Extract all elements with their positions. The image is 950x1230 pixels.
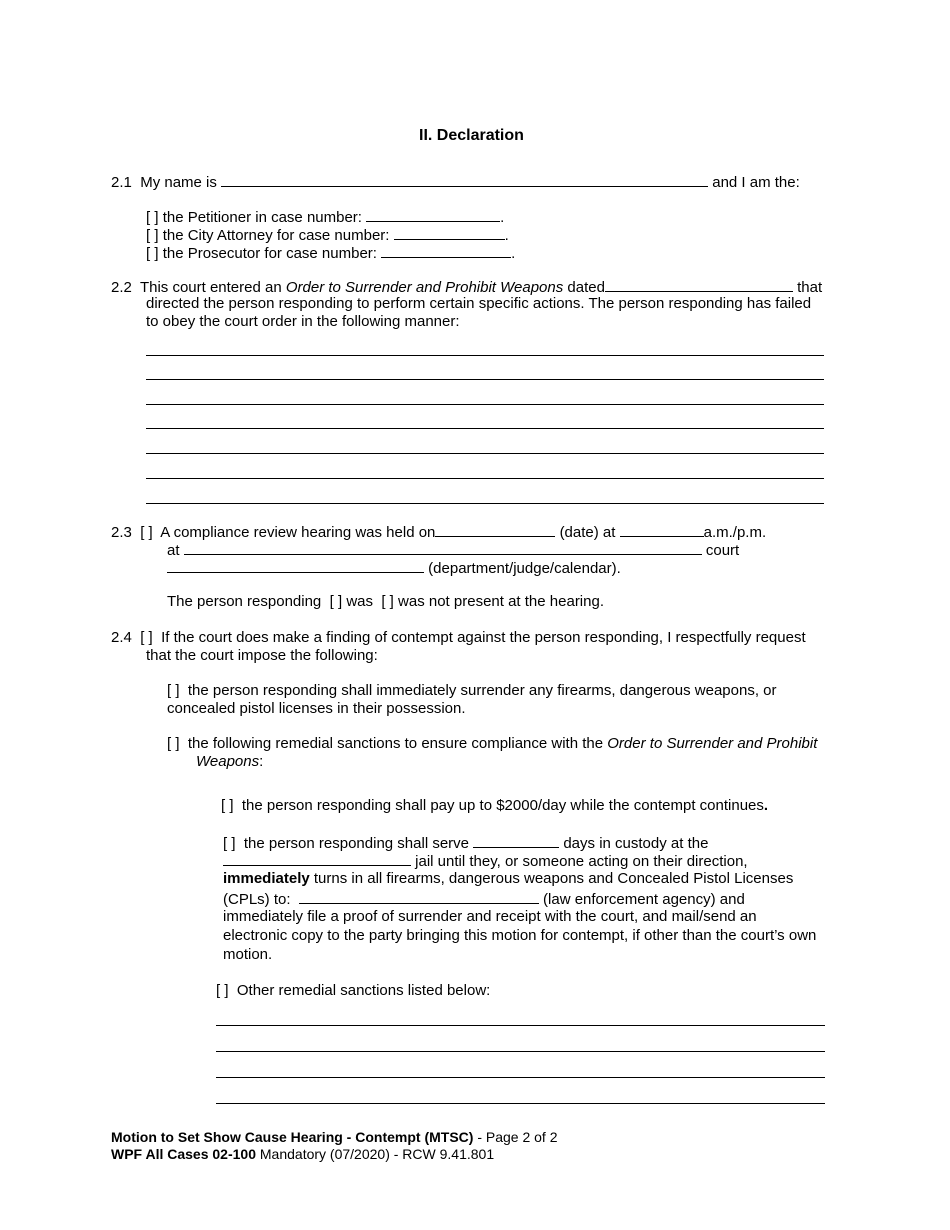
text: the following remedial sanctions to ensure compliance with the <box>187 735 604 752</box>
sub-sanction-pay <box>221 797 768 815</box>
form-meta: Mandatory (07/2020) - RCW 9.41.801 <box>256 1146 495 1162</box>
failure-line-3[interactable] <box>146 404 824 405</box>
text: court <box>705 542 740 559</box>
section-title: II. Declaration <box>419 127 524 144</box>
text: turns in all firearms, dangerous weapons and Concealed Pistol Licenses <box>313 870 794 887</box>
punct: . <box>763 797 769 814</box>
agency-field[interactable] <box>299 889 539 904</box>
item-2-2-line2: directed the person responding to perform certain specific actions. The person responding has failed <box>146 295 812 312</box>
sanction-option-remedial-line2 <box>196 753 263 771</box>
item-2-4-line1 <box>111 629 806 647</box>
checkbox[interactable]: [ ] <box>146 245 159 262</box>
department-field[interactable] <box>167 558 424 573</box>
text: the person responding shall immediately surrender any firearms, dangerous weapons, or <box>187 682 777 699</box>
punct: . <box>511 245 516 262</box>
text: at <box>167 542 180 559</box>
sub-sanction-other <box>216 982 490 1000</box>
text: Other remedial sanctions listed below: <box>236 982 491 999</box>
failure-line-6[interactable] <box>146 478 824 479</box>
footer-line-2 <box>111 1146 494 1163</box>
text: (department/judge/calendar). <box>428 560 621 577</box>
sub-sanction-custody-line3 <box>223 870 793 888</box>
item-2-2-line3: to obey the court order in the following manner: <box>146 313 460 330</box>
text: a.m./p.m. <box>703 524 767 541</box>
court-field[interactable] <box>184 540 702 555</box>
checkbox[interactable]: [ ] <box>140 629 153 646</box>
order-title: Order to Surrender and Prohibit <box>607 735 818 752</box>
text: If the court does make a finding of contempt against the person responding, I respectfully request <box>161 629 806 646</box>
custody-days-field[interactable] <box>473 833 559 848</box>
case-number-field[interactable] <box>394 225 505 240</box>
sanction-option-surrender <box>167 682 777 700</box>
text: that <box>797 279 823 296</box>
text: was not present at the hearing. <box>398 593 604 610</box>
checkbox[interactable]: [ ] <box>216 982 229 999</box>
item-2-3-line1 <box>111 522 766 542</box>
name-field[interactable] <box>221 172 708 187</box>
failure-line-1[interactable] <box>146 355 824 356</box>
hearing-time-field[interactable] <box>620 522 704 537</box>
emphasis: immediately <box>223 870 310 887</box>
form-title: Motion to Set Show Cause Hearing - Contempt (MTSC) <box>111 1129 474 1145</box>
form-code: WPF All Cases 02-100 <box>111 1146 256 1162</box>
failure-line-2[interactable] <box>146 379 824 380</box>
item-2-3-line2 <box>167 540 739 560</box>
sub-sanction-custody-line2 <box>223 851 748 871</box>
option-label: the City Attorney for case number: <box>162 227 390 244</box>
sub-sanction-custody-line5: immediately file a proof of surrender and receipt with the court, and mail/send an <box>223 908 757 925</box>
checkbox[interactable]: [ ] <box>146 227 159 244</box>
other-sanction-line-2[interactable] <box>216 1051 825 1052</box>
text: days in custody at the <box>563 835 709 852</box>
name-label: My name is <box>140 174 217 191</box>
text: dated <box>567 279 605 296</box>
checkbox[interactable]: [ ] <box>167 735 180 752</box>
role-label: and I am the: <box>712 174 800 191</box>
item-number: 2.3 <box>111 524 132 541</box>
sub-sanction-custody-line4 <box>223 889 745 909</box>
role-option-petitioner[interactable] <box>146 207 504 227</box>
text: (law enforcement agency) and <box>543 891 745 908</box>
sanction-option-remedial <box>167 735 817 753</box>
item-2-1-line <box>111 172 800 192</box>
punct: . <box>500 209 505 226</box>
sub-sanction-custody-line6: electronic copy to the party bringing this motion for contempt, if other than the court’s own <box>223 927 817 944</box>
text: (date) at <box>559 524 616 541</box>
item-number: 2.1 <box>111 174 132 191</box>
text: was <box>346 593 373 610</box>
text: the person responding shall pay up to $2000/day while the contempt continues <box>241 797 764 814</box>
item-2-3-line3 <box>167 558 621 578</box>
checkbox[interactable]: [ ] <box>167 682 180 699</box>
checkbox[interactable]: [ ] <box>221 797 234 814</box>
order-title: Weapons <box>196 753 260 770</box>
checkbox-was[interactable]: [ ] <box>329 593 343 610</box>
text: This court entered an <box>139 279 282 296</box>
other-sanction-line-3[interactable] <box>216 1077 825 1078</box>
role-option-prosecutor[interactable] <box>146 243 515 263</box>
text: jail until they, or someone acting on their direction, <box>415 853 748 870</box>
sub-sanction-custody-line7: motion. <box>223 946 273 963</box>
footer-line-1 <box>111 1129 558 1146</box>
hearing-date-field[interactable] <box>435 522 555 537</box>
sub-sanction-custody-line1 <box>223 833 708 853</box>
other-sanction-line-1[interactable] <box>216 1025 825 1026</box>
text: the person responding shall serve <box>243 835 469 852</box>
item-2-3-presence <box>167 593 604 611</box>
option-label: the Prosecutor for case number: <box>162 245 377 262</box>
text: (CPLs) to: <box>223 891 291 908</box>
checkbox-was-not[interactable]: [ ] <box>381 593 394 610</box>
case-number-field[interactable] <box>366 207 500 222</box>
order-date-field[interactable] <box>605 277 793 292</box>
failure-line-7[interactable] <box>146 503 824 504</box>
text: The person responding <box>167 593 322 610</box>
item-2-4-line2: that the court impose the following: <box>146 647 378 664</box>
sanction-option-surrender-line2: concealed pistol licenses in their possession. <box>167 700 466 717</box>
text: A compliance review hearing was held on <box>160 524 436 541</box>
jail-field[interactable] <box>223 851 411 866</box>
checkbox[interactable]: [ ] <box>223 835 236 852</box>
order-title: Order to Surrender and Prohibit Weapons <box>285 279 564 296</box>
role-option-city-attorney[interactable] <box>146 225 509 245</box>
checkbox[interactable]: [ ] <box>146 209 159 226</box>
case-number-field[interactable] <box>381 243 511 258</box>
failure-line-5[interactable] <box>146 453 824 454</box>
punct: : <box>259 753 264 770</box>
option-label: the Petitioner in case number: <box>162 209 362 226</box>
item-number: 2.2 <box>111 279 132 296</box>
page-number: - Page 2 of 2 <box>473 1129 558 1145</box>
checkbox[interactable]: [ ] <box>140 524 153 541</box>
failure-line-4[interactable] <box>146 428 824 429</box>
punct: . <box>504 227 509 244</box>
other-sanction-line-4[interactable] <box>216 1103 825 1104</box>
item-number: 2.4 <box>111 629 132 646</box>
item-2-2-line1 <box>111 277 822 297</box>
